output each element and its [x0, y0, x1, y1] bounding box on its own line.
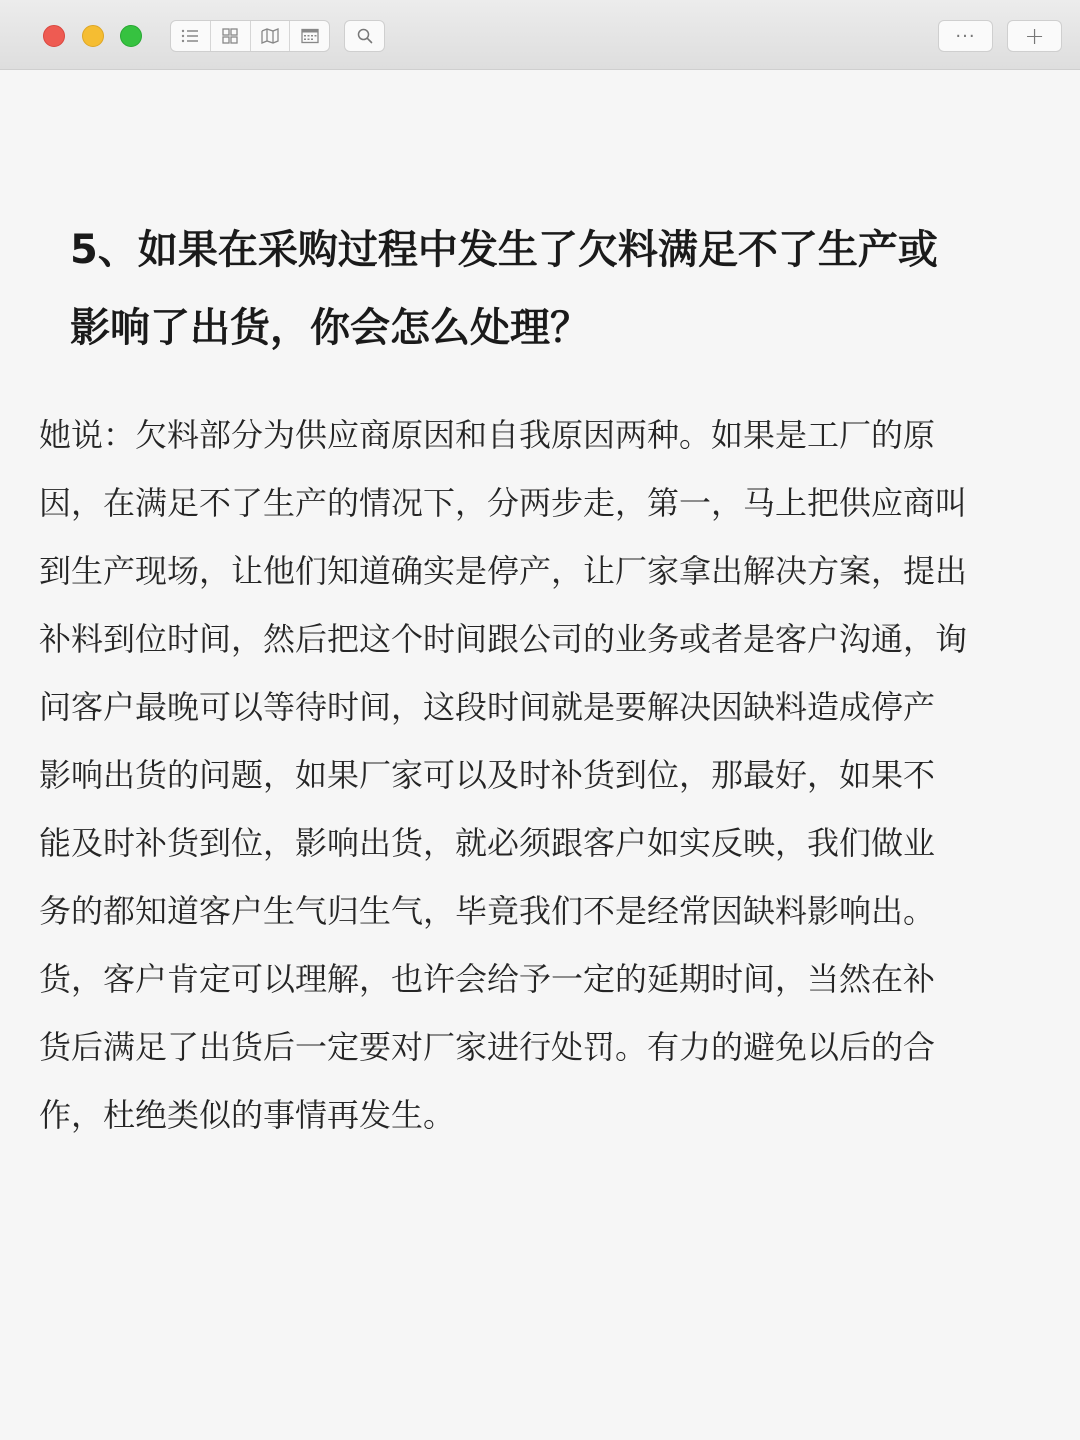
more-options-button[interactable]: [938, 20, 993, 52]
close-window-button[interactable]: [43, 25, 65, 47]
article-body: 她说：欠料部分为供应商原因和自我原因两种。如果是工厂的原 因，在满足不了生产的情况下，分两步走，第一，马上把供应商叫 到生产现场，让他们知道确实是停产，让厂家拿出解决方案，提出 补料到位时间，然后把这个时间跟公司的业务或者是客户沟通，询 问客户最晚可以等待时间，这段时间就是要解决因缺料造成停产 影响出货的问题，如果厂家可以及时补货到位，那最好，如果不 能及时补货到位，影响出货，就必须跟客户如实反映，我们做业 务的都知道客户生气归生气，毕竟我们不是经常因缺料影响出。 货，客户肯定可以理解，也许会给予一定的延期时间，当然在补 货后满足了出货后一定要对厂家进行处罚。有力的避免以后的合 作，杜绝类似的事情再发生。: [39, 416, 968, 1134]
window-titlebar: [0, 0, 1080, 70]
map-view-button[interactable]: [251, 21, 291, 51]
grid-view-button[interactable]: [211, 21, 251, 51]
document-content: [0, 71, 1080, 1440]
add-button[interactable]: [1007, 20, 1062, 52]
minimize-window-button[interactable]: [82, 25, 104, 47]
ellipsis-icon: ···: [955, 25, 976, 47]
calendar-view-button[interactable]: [290, 21, 329, 51]
grid-view-icon: [222, 28, 238, 44]
zoom-window-button[interactable]: [120, 25, 142, 47]
article-heading: 5、如果在采购过程中发生了欠料满足不了生产或 影响了出货，你会怎么处理？: [70, 227, 938, 351]
search-icon: [357, 28, 373, 44]
plus-icon: +: [1024, 22, 1045, 50]
search-button[interactable]: [344, 20, 385, 52]
list-view-button[interactable]: [171, 21, 211, 51]
list-view-icon: [181, 28, 199, 44]
view-switcher: [170, 20, 330, 52]
map-view-icon: [261, 28, 279, 44]
calendar-view-icon: [301, 28, 319, 44]
